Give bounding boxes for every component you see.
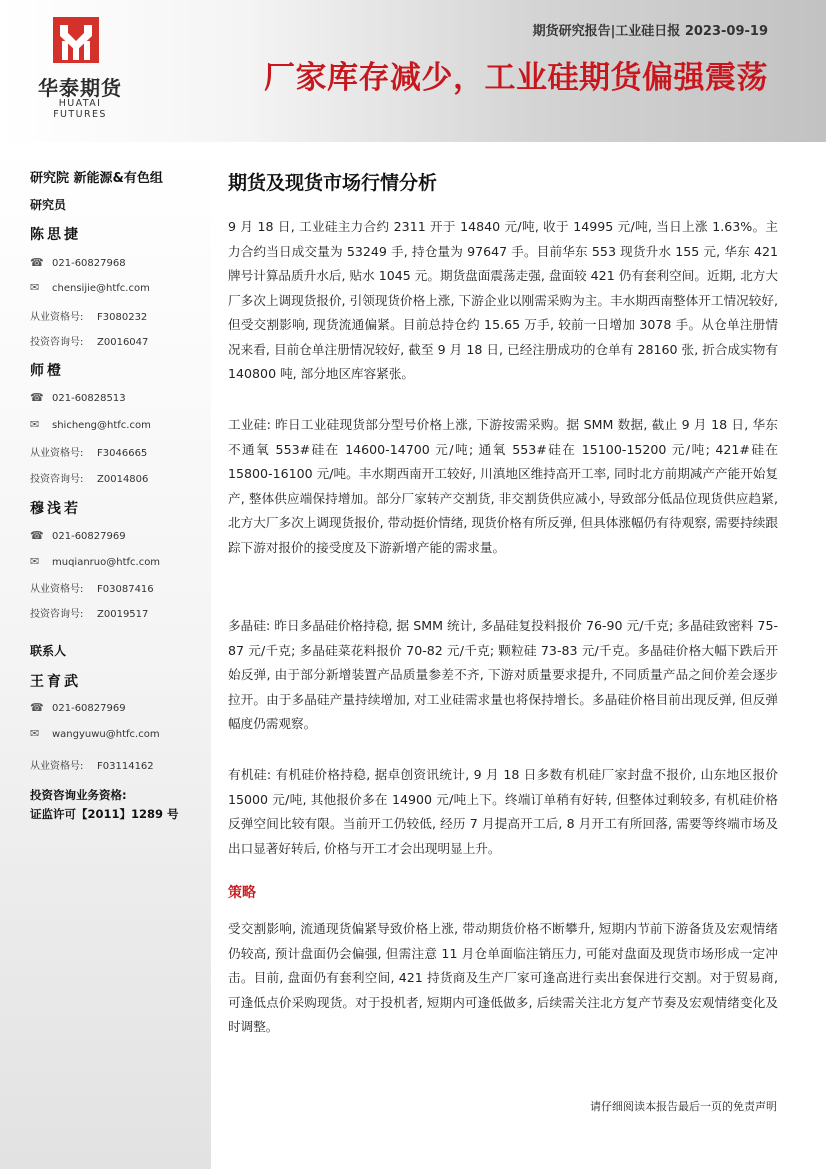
researcher-qualification: 从业资格号: F3080232 bbox=[30, 312, 148, 323]
researcher-phone: ☎ 021-60827968 bbox=[30, 256, 126, 269]
researcher-name: 穆浅若 bbox=[30, 501, 81, 517]
email-icon: ✉ bbox=[30, 555, 40, 568]
logo-text-en: HUATAI FUTURES bbox=[53, 98, 107, 120]
paragraph-polysilicon: 多晶硅: 昨日多晶硅价格持稳, 据 SMM 统计, 多晶硅复投料报价 76-90 元/千克; 多晶硅致密料 75-87 元/千克; 多晶硅菜花料报价 70-82 元/千克; 颗粒硅 73-83 元/千克。多晶硅价格大幅下跌后开始反弹, 由于部分新增装置产品质量参差不齐, 下游对质量要求提升, 不同质量产品之间价差会逐步拉开。由于多晶硅产量持续增加, 对工业硅需求量也将保持增长。多晶硅价格目前出现反弹, 但反弹幅度仍需观察。 bbox=[228, 618, 778, 731]
researcher-invest-no: 投资咨询号: Z0019517 bbox=[30, 609, 149, 620]
contact-qualification: 从业资格号: F03114162 bbox=[30, 761, 154, 772]
logo-text-cn: 华泰期货 bbox=[38, 76, 122, 100]
contact-phone: ☎ 021-60827969 bbox=[30, 701, 126, 714]
researcher-invest-no: 投资咨询号: Z0016047 bbox=[30, 337, 149, 348]
researcher-invest-no: 投资咨询号: Z0014806 bbox=[30, 474, 149, 485]
researcher-name: 陈思捷 bbox=[30, 227, 81, 243]
researcher-email[interactable]: ✉ muqianruo@htfc.com bbox=[30, 555, 161, 568]
report-headline: 厂家库存减少，工业硅期货偏强震荡 bbox=[264, 60, 768, 96]
phone-icon: ☎ bbox=[30, 391, 44, 404]
researcher-email[interactable]: ✉ shicheng@htfc.com bbox=[30, 418, 151, 431]
email-icon: ✉ bbox=[30, 281, 40, 294]
researcher-qualification: 从业资格号: F3046665 bbox=[30, 448, 148, 459]
report-type-date: 期货研究报告|工业硅日报 2023-09-19 bbox=[532, 24, 768, 39]
phone-icon: ☎ bbox=[30, 529, 44, 542]
researcher-phone: ☎ 021-60828513 bbox=[30, 391, 126, 404]
paragraph-organic-silicon: 有机硅: 有机硅价格持稳, 据卓创资讯统计, 9 月 18 日多数有机硅厂家封盘不报价, 山东地区报价 15000 元/吨, 其他报价多在 14900 元/吨上下。终端订单稍有好转, 但整体过剩较多, 有机硅价格反弹空间比较有限。当前开工仍较低, 经历 7 月提高开工后, 8 月开工有所回落, 需要等终端市场及出口显著好转后, 价格与开工才会出现明显上升。 bbox=[228, 767, 778, 856]
license-info bbox=[30, 786, 179, 824]
researcher-qualification: 从业资格号: F03087416 bbox=[30, 584, 154, 595]
contact-label: 联系人 bbox=[30, 644, 67, 658]
research-group: 研究院 新能源&有色组 bbox=[30, 171, 163, 186]
phone-icon: ☎ bbox=[30, 256, 44, 269]
strategy-title: 策略 bbox=[228, 885, 256, 901]
researcher-name: 师橙 bbox=[30, 363, 64, 379]
report-header bbox=[0, 0, 826, 142]
contact-name: 王育武 bbox=[30, 674, 81, 690]
phone-icon: ☎ bbox=[30, 701, 44, 714]
section-title: 期货及现货市场行情分析 bbox=[228, 172, 438, 194]
email-icon: ✉ bbox=[30, 727, 40, 740]
huatai-logo-icon bbox=[53, 17, 99, 63]
license-line-2: 证监许可【2011】1289 号 bbox=[30, 807, 179, 821]
email-icon: ✉ bbox=[30, 418, 40, 431]
paragraph-strategy: 受交割影响, 流通现货偏紧导致价格上涨, 带动期货价格不断攀升, 短期内节前下游备货及宏观情绪仍较高, 预计盘面仍会偏强, 但需注意 11 月仓单面临注销压力, 可能对盘面及现货市场形成一定冲击。目前, 盘面仍有套利空间, 421 持货商及生产厂家可逢高进行卖出套保进行交割。对于贸易商, 可逢低点价采购现货。对于投机者, 短期内可逢低做多, 后续需关注北方复产节奏及宏观情绪变化及时调整。 bbox=[228, 921, 778, 1034]
researcher-email[interactable]: ✉ chensijie@htfc.com bbox=[30, 281, 150, 294]
contact-email[interactable]: ✉ wangyuwu@htfc.com bbox=[30, 727, 160, 740]
paragraph-market-overview: 9 月 18 日, 工业硅主力合约 2311 开于 14840 元/吨, 收于 14995 元/吨, 当日上涨 1.63%。主力合约当日成交量为 53249 手, 持仓量为 97647 手。目前华东 553 现货升水 155 元, 华东 421 牌号计算品质升水后, 贴水 1045 元。期货盘面震荡走强, 盘面较 421 仍有套利空间。近期, 北方大厂多次上调现货报价, 引领现货价格上涨, 下游企业以刚需采购为主。丰水期西南整体开工情况较好, 但受交割影响, 现货流通偏紧。目前总持仓约 15.65 万手, 较前一日增加 3078 手。从仓单注册情况来看, 目前仓单注册情况较好, 截至 9 月 18 日, 已经注册成功的仓单有 28160 张, 折合成实物有 140800 吨, 部分地区库容紧张。 bbox=[228, 219, 778, 381]
disclaimer-note: 请仔细阅读本报告最后一页的免责声明 bbox=[590, 1100, 777, 1113]
researcher-label: 研究员 bbox=[30, 198, 67, 212]
researcher-phone: ☎ 021-60827969 bbox=[30, 529, 126, 542]
license-line-1: 投资咨询业务资格: bbox=[30, 788, 127, 802]
paragraph-industrial-silicon: 工业硅: 昨日工业硅现货部分型号价格上涨, 下游按需采购。据 SMM 数据, 截止 9 月 18 日, 华东不通氧 553#硅在 14600-14700 元/吨; 通氧 553#硅在 15100-15200 元/吨; 421#硅在 15800-16100 元/吨。丰水期西南开工较好, 川滇地区维持高开工率, 同时北方前期减产产能开始复产, 整体供应端保持增加。部分厂家转产交割货, 非交割货供应减小, 导致部分低品位现货供应趋紧, 北方大厂多次上调现货报价, 带动挺价情绪, 现货价格有所反弹, 但具体涨幅仍有待观察, 需要持续跟踪下游对报价的接受度及下游新增产能的需求量。 bbox=[228, 417, 778, 555]
